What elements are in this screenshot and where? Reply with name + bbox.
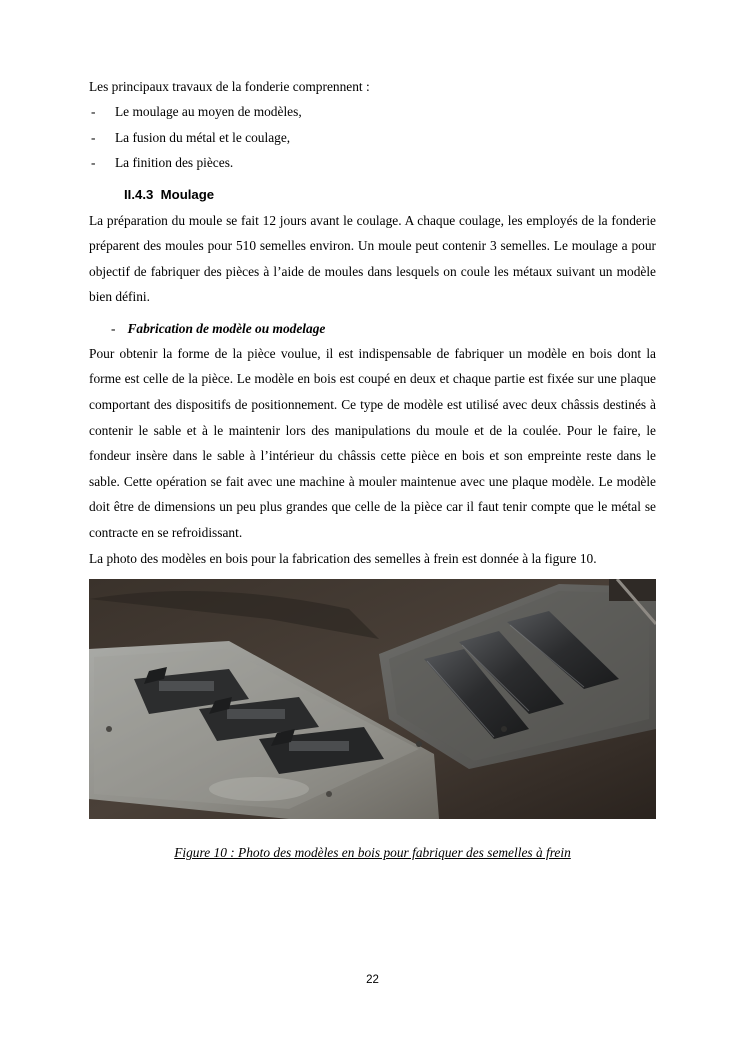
figure-reference-paragraph: La photo des modèles en bois pour la fabrication des semelles à frein est donnée à la figure 10. [89, 550, 597, 566]
page-number: 22 [366, 974, 379, 986]
works-list [89, 99, 656, 176]
intro-text: Les principaux travaux de la fonderie comprennent : [89, 79, 370, 94]
subsection-paragraph: Pour obtenir la forme de la pièce voulue, il est indispensable de fabriquer un modèle en bois dont la forme est celle de la pièce. Le modèle en bois est coupé en deux et chaque partie est fixée sur une plaque comportant des dispositifs de positionnement. Ce type de modèle est utilisé avec deux châssis destinés à contenir le sable et à le maintenir lors des manipulations du moule et de la coulée. Pour le faire, le fondeur insère dans le sable à l’intérieur du châssis cette pièce en bois et son empreinte reste dans le sable. Cette opération se fait avec une machine à mouler maintenue avec une plaque modèle. Le modèle doit être de dimensions un peu plus grandes que celle de la pièce car il faut tenir compte que le métal se contracte en se refroidissant. [89, 345, 656, 541]
section-title: Moulage [160, 186, 215, 202]
list-item: - Le moulage au moyen de modèles, [89, 99, 656, 125]
section-paragraph: La préparation du moule se fait 12 jours avant le coulage. A chaque coulage, les employés de la fonderie préparent des moules pour 510 semelles environ. Un moule peut contenir 3 semelles. Le moulage a pour objectif de fabriquer des pièces à l’aide de moules dans lesquels on coule les métaux suivant un modèle bien défini. [89, 212, 656, 305]
section-number: II.4.3 [124, 186, 154, 202]
section-heading [89, 182, 656, 208]
list-item: - La finition des pièces. [89, 150, 656, 176]
subsection-heading [89, 317, 656, 341]
figure-caption: Figure 10 : Photo des modèles en bois pour fabriquer des semelles à frein [174, 845, 571, 861]
subsection-dash: - [111, 320, 116, 336]
wooden-patterns-photo [89, 579, 656, 819]
list-item: - La fusion du métal et le coulage, [89, 125, 656, 151]
subsection-title: Fabrication de modèle ou modelage [127, 320, 326, 336]
document-page [89, 74, 656, 861]
